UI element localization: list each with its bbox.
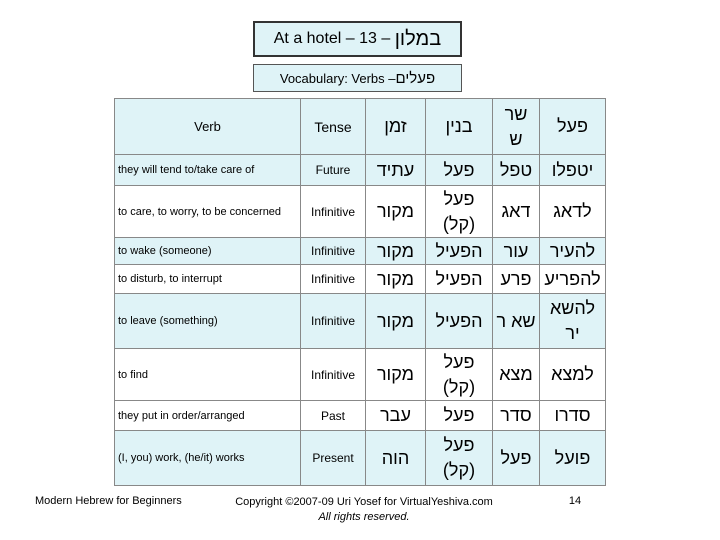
cell-poal: לדאג: [540, 186, 606, 238]
header-tense: Tense: [301, 99, 366, 155]
footer-course-name: Modern Hebrew for Beginners: [35, 495, 182, 507]
cell-binyan: פעל (קל): [426, 186, 493, 238]
table-row: [115, 294, 606, 349]
cell-verb: they put in order/arranged: [115, 401, 301, 431]
header-poal: פעל: [540, 99, 606, 155]
cell-tense: Infinitive: [301, 186, 366, 238]
cell-shoresh: פרע: [493, 265, 540, 294]
header-shoresh: שר ש: [493, 99, 540, 155]
cell-poal: פועל: [540, 431, 606, 486]
cell-tense: Infinitive: [301, 265, 366, 294]
table-header-row: [115, 99, 606, 155]
cell-binyan: הפעיל: [426, 238, 493, 265]
cell-poal: להעיר: [540, 238, 606, 265]
table-row: [115, 155, 606, 186]
cell-poal: סדרו: [540, 401, 606, 431]
table-row: [115, 265, 606, 294]
cell-poal: להשא יר: [540, 294, 606, 349]
table-row: [115, 238, 606, 265]
cell-binyan: הפעיל: [426, 294, 493, 349]
cell-shoresh: דאג: [493, 186, 540, 238]
cell-verb: they will tend to/take care of: [115, 155, 301, 186]
slide-title-english: At a hotel – 13 –: [273, 30, 391, 47]
cell-zman: עבר: [366, 401, 426, 431]
cell-zman: מקור: [366, 238, 426, 265]
cell-zman: מקור: [366, 186, 426, 238]
cell-tense: Present: [301, 431, 366, 486]
cell-verb: to care, to worry, to be concerned: [115, 186, 301, 238]
cell-tense: Infinitive: [301, 238, 366, 265]
cell-verb: to disturb, to interrupt: [115, 265, 301, 294]
slide-title-hebrew: במלון: [394, 27, 442, 50]
cell-verb: (I, you) work, (he/it) works: [115, 431, 301, 486]
header-verb: Verb: [115, 99, 301, 155]
cell-zman: עתיד: [366, 155, 426, 186]
slide-subtitle-hebrew: פעלים: [395, 69, 436, 87]
cell-poal: יטפלו: [540, 155, 606, 186]
cell-tense: Future: [301, 155, 366, 186]
cell-shoresh: סדר: [493, 401, 540, 431]
slide-subtitle-english: Vocabulary: Verbs –: [279, 70, 396, 86]
header-zman: זמן: [366, 99, 426, 155]
cell-shoresh: טפל: [493, 155, 540, 186]
cell-shoresh: מצא: [493, 349, 540, 401]
page-number: 14: [568, 495, 582, 507]
cell-verb: to find: [115, 349, 301, 401]
cell-zman: מקור: [366, 349, 426, 401]
cell-zman: מקור: [366, 294, 426, 349]
table-row: [115, 431, 606, 486]
table-row: [115, 349, 606, 401]
cell-shoresh: פעל: [493, 431, 540, 486]
footer-copyright: [214, 495, 514, 525]
cell-verb: to wake (someone): [115, 238, 301, 265]
cell-zman: מקור: [366, 265, 426, 294]
cell-tense: Infinitive: [301, 294, 366, 349]
table-row: [115, 186, 606, 238]
slide-title: [253, 21, 462, 57]
cell-verb: to leave (something): [115, 294, 301, 349]
rights-text: All rights reserved.: [318, 511, 410, 523]
cell-binyan: פעל (קל): [426, 431, 493, 486]
cell-poal: להפריע: [540, 265, 606, 294]
cell-tense: Past: [301, 401, 366, 431]
slide-subtitle: [253, 64, 462, 92]
cell-binyan: הפעיל: [426, 265, 493, 294]
cell-binyan: פעל (קל): [426, 349, 493, 401]
cell-tense: Infinitive: [301, 349, 366, 401]
cell-zman: הוה: [366, 431, 426, 486]
header-binyan: בנין: [426, 99, 493, 155]
vocabulary-table: [114, 98, 606, 486]
cell-binyan: פעל: [426, 155, 493, 186]
table-row: [115, 401, 606, 431]
cell-shoresh: עור: [493, 238, 540, 265]
copyright-text: Copyright ©2007-09 Uri Yosef for VirtualYeshiva.com: [235, 496, 493, 508]
cell-shoresh: שא ר: [493, 294, 540, 349]
cell-binyan: פעל: [426, 401, 493, 431]
cell-poal: למצא: [540, 349, 606, 401]
